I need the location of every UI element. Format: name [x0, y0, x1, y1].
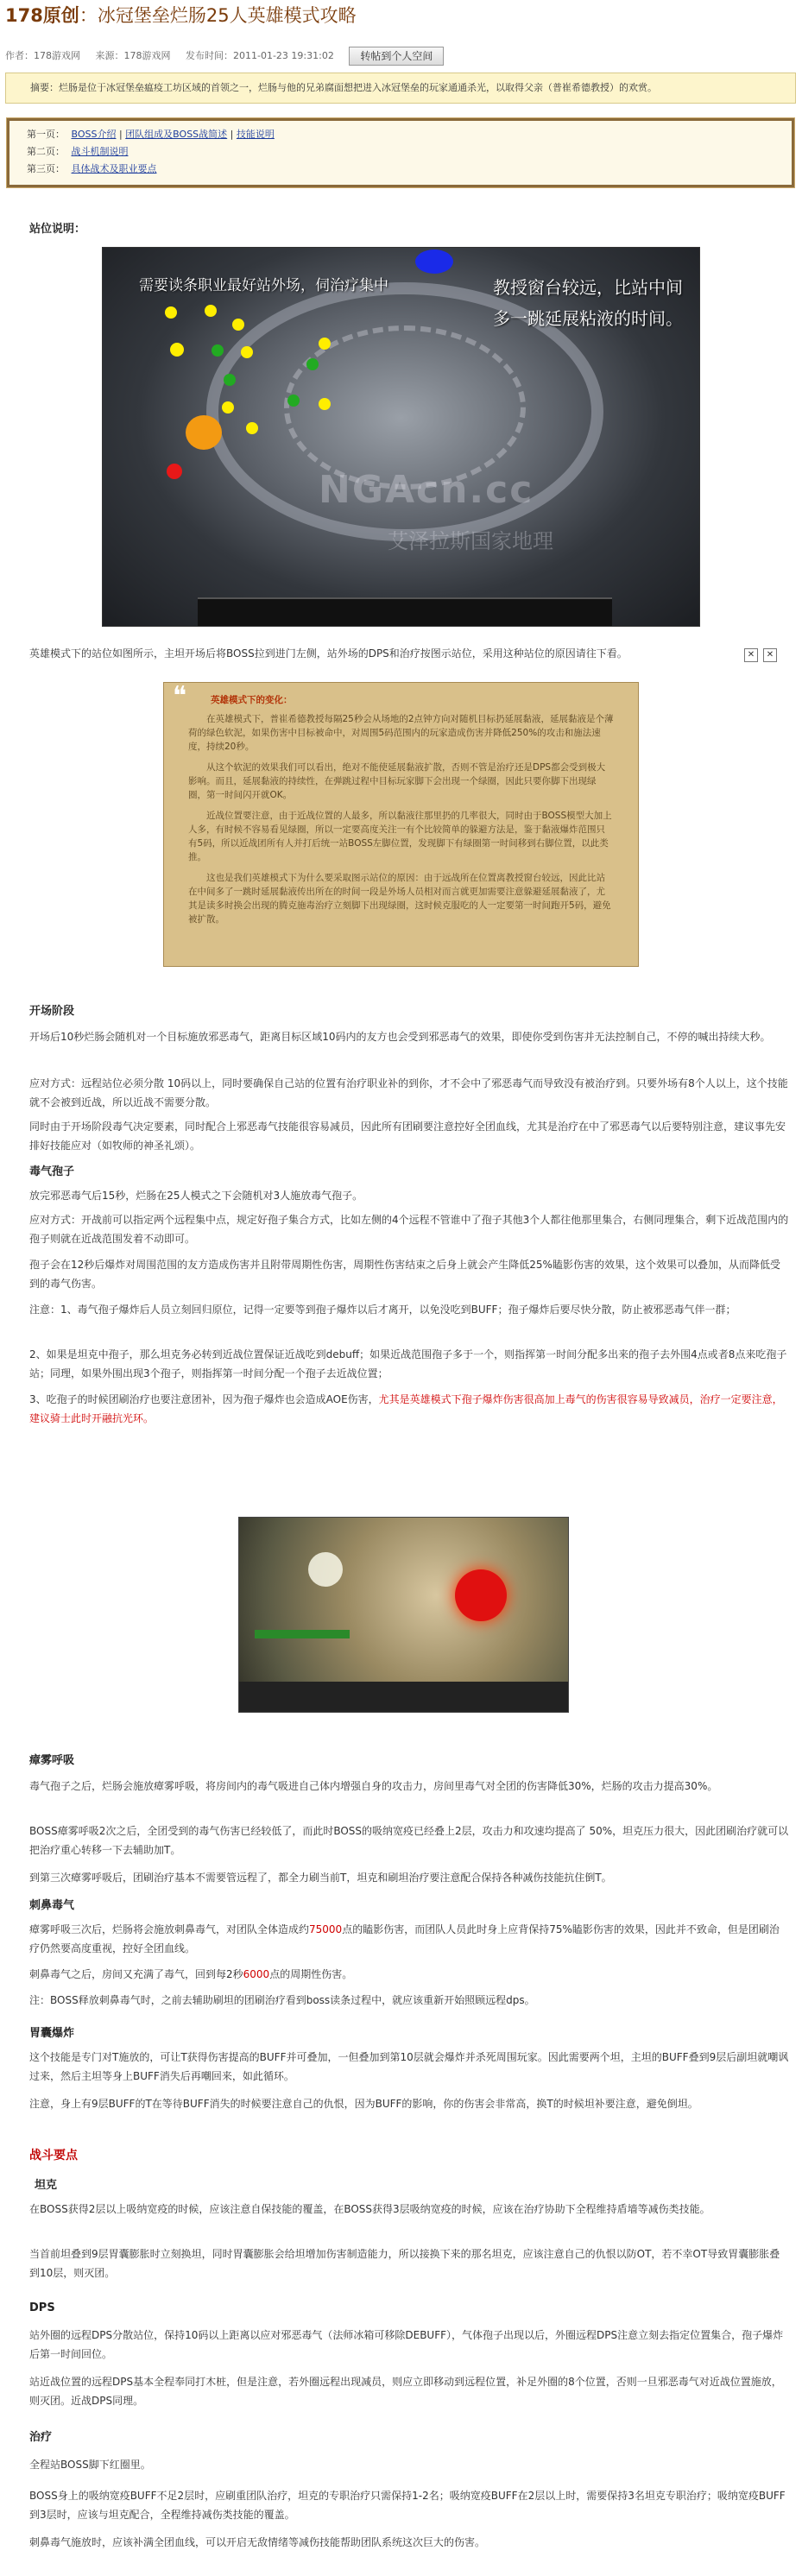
opening-paragraph: 同时由于开场阶段毒气决定要素，同时配合上邪恶毒气技能很容易减员，因此所有团刷要注意控好全团血线，尤其是治疗在中了邪恶毒气以后要特别注意，建议事先安排好技能应对（如牧师的神圣礼颂）。	[29, 1121, 786, 1152]
tank-position-marker	[167, 464, 182, 479]
healer-paragraph: 刺鼻毒气施放时，应该补满全团血线，可以开启无敌情绪等减伤技能帮助团队系统这次巨大的伤害。	[29, 2536, 486, 2548]
boss-effect	[455, 1569, 507, 1621]
dps-paragraph: 站近战位置的远程DPS基本全程奉同打木桩，但是注意，若外圈远程出现减员，则应立即移动到远程位置，补足外圈的8个位置，否则一旦邪恶毒气对近战位置施放，则灭团。近战DPS同理。	[29, 2376, 782, 2407]
healer-paragraph: 全程站BOSS脚下红圈里。	[29, 2459, 151, 2471]
close-icon[interactable]: ✕	[763, 648, 777, 662]
healer-position-marker	[224, 374, 236, 386]
quote-paragraph: 在英雄模式下，普崔希德教授每隔25秒会从场地的2点钟方向对随机目标扔延展黏液，延展黏液是个薄荷的绿色软泥，如果伤害中目标被命中，对周围5码范围内的玩家造成伤害并降低250%的攻击和施法速度，持续20秒。	[188, 714, 614, 752]
toc-page-label: 第一页：	[27, 129, 65, 140]
source: 来源：178游戏网	[95, 50, 171, 61]
image-tools	[739, 644, 777, 662]
inhale-paragraph: 到第三次瘴雾呼吸后，团刷治疗基本不需要管远程了，都全力刷当前T，坦克和刷坦治疗要注意配合保持各种减伤技能抗住倒T。	[29, 1872, 612, 1884]
tank-heading: 坦克	[35, 2179, 58, 2192]
toc-page-label: 第二页：	[27, 146, 65, 157]
table-of-contents	[7, 118, 794, 187]
spell-effect	[308, 1552, 343, 1587]
article-meta	[5, 45, 456, 67]
opening-paragraph: 应对方式：远程站位必须分散 10码以上，同时要确保自己站的位置有治疗职业补的到你，才不会中了邪恶毒气而导致没有被治疗到。只要外场有8个人以上，这个技能就不会被到近战，所以近战不需要分散。	[29, 1077, 788, 1108]
title-text: ：冰冠堡垒烂肠25人英雄模式攻略	[79, 5, 357, 26]
game-hud	[239, 1682, 569, 1713]
ranged-position-marker	[165, 306, 177, 319]
quote-mark-icon: ❝	[173, 681, 187, 711]
healer-position-marker	[212, 344, 224, 357]
position-diagram-image	[102, 247, 700, 627]
pungent-text: 刺鼻毒气之后，房间又充满了毒气，回到每2秒	[29, 1968, 243, 1980]
repost-to-space-button[interactable]: 转帖到个人空间	[349, 47, 444, 66]
toc-link-mechanics[interactable]: 战斗机制说明	[71, 146, 129, 157]
damage-value: 75000	[309, 1923, 343, 1935]
heroic-changes-quote	[163, 682, 639, 967]
pungent-text: 点的周期性伤害。	[269, 1968, 353, 1980]
opening-paragraph: 开场后10秒烂肠会随机对一个目标施放邪恶毒气，距离目标区域10码内的友方也会受到邪恶毒气的效果，即使你受到伤害并无法控制自己，不停的喊出持续大秒。	[29, 1031, 771, 1043]
burst-paragraph: 注意，身上有9层BUFF的T在等待BUFF消失的时候要注意自己的仇恨，因为BUFF的影响，你的伤害会非常高，换T的时候坦补要注意，避免倒坦。	[29, 2098, 698, 2110]
healer-position-marker	[287, 395, 300, 407]
dps-paragraph: 站外圈的远程DPS分散站位，保持10码以上距离以应对邪恶毒气（法师冰箱可移除DEBUFF），气体孢子出现以后，外圈远程DPS注意立刻去指定位置集合，孢子爆炸后第一时间回位。	[29, 2329, 784, 2360]
opening-heading: 开场阶段	[29, 1005, 75, 1018]
close-icon[interactable]: ✕	[744, 648, 758, 662]
ranged-position-marker	[232, 319, 244, 331]
quote-paragraph: 这也是我们英雄模式下为什么要采取图示站位的原因：由于远战所在位置离教授窗台较远，因此比站在中间多了一跳时延展黏液传出所在的时间一段是外场人员相对而言就更加需要注意躲避延展黏液了，尤其是读多时换会出现的腾克施毒治疗立刻脚下出现绿圈，这时候克服吃的人一定要第一时间跑开5码，避免被扩散。	[188, 873, 611, 925]
ranged-position-marker	[205, 305, 217, 317]
ranged-position-marker	[241, 346, 253, 358]
gas-paragraph: 孢子会在12秒后爆炸对周围范围的友方造成伤害并且附带周期性伤害，周期性伤害结束之后身上就会产生降低25%瞌影伤害的效果，这个效果可以叠加，从而降低受到的毒气伤害。	[29, 1259, 780, 1290]
inhale-paragraph: BOSS瘴雾呼吸2次之后，全团受到的毒气伤害已经较低了，而此时BOSS的吸纳宽疫已经叠上2层，攻击力和攻速均提高了 50%，坦克压力很大，因此团刷治疗就可以把治疗重心转移一下去辅助加T。	[29, 1825, 789, 1856]
quote-paragraph: 从这个软泥的效果我们可以看出，绝对不能使延展黏液扩散，否则不管是治疗还是DPS都会受到极大影响。而且，延展黏液的持续性，在弹跳过程中目标玩家脚下会出现一个绿圈，因此只要你脚下出现绿圈，第一时间闪开就OK。	[188, 762, 606, 800]
image-watermark: NGAcn.cc	[319, 468, 534, 512]
battle-points-heading: 战斗要点	[29, 2149, 78, 2162]
quote-paragraph: 近战位置要注意，由于近战位置的人最多，所以黏液往那里扔的几率很大，同时由于BOSS模型大加上人多，有时候不容易看见绿圈，所以一定要高度关注一有个比较简单的躲避方法是，鉴于黏液爆炸范围只有5码，所以近战团所有人并打后统一站BOSS左脚位置，发现脚下有绿圈第一时间移到右脚位置，以此类推。	[188, 811, 612, 862]
inhale-heading: 瘴雾呼吸	[29, 1754, 75, 1767]
article-summary: 摘要：烂肠是位于冰冠堡垒瘟疫工坊区域的首领之一，烂肠与他的兄弟腐面想把进入冰冠堡垒的玩家通通杀光，以取得父亲（普崔希德教授）的欢赏。	[5, 73, 796, 104]
pungent-paragraph	[29, 1965, 789, 1984]
boss-position-marker	[186, 415, 222, 450]
inhale-paragraph: 毒气孢子之后，烂肠会施放瘴雾呼吸，将房间内的毒气吸进自己体内增强自身的攻击力，房间里毒气对全团的伤害降低30%，烂肠的攻击力提高30%。	[29, 1780, 718, 1792]
spore-explosion-screenshot	[238, 1517, 569, 1713]
pungent-text: 瘴雾呼吸三次后，烂肠将会施放刺鼻毒气，对团队全体造成约	[29, 1923, 310, 1935]
pungent-paragraph	[29, 1920, 789, 1958]
publish-time: 发布时间：2011-01-23 19:31:02	[186, 50, 334, 61]
ranged-position-marker	[246, 422, 258, 434]
healer-heading: 治疗	[29, 2431, 53, 2444]
healer-paragraph: BOSS身上的吸纳宽疫BUFF不足2层时，应刷重团队治疗，坦克的专职治疗只需保持1-2名；吸纳宽疫BUFF在2层以上时，需要保持3名坦克专职治疗；吸纳宽疫BUFF到3层时，应该与坦克配合，全程维持减伤类技能的覆盖。	[29, 2490, 786, 2521]
tank-paragraph: 在BOSS获得2层以上吸纳宽疫的时候，应该注意自保技能的覆盖，在BOSS获得3层吸纳宽疫的时候，应该在治疗协助下全程维持盾墙等减伤类技能。	[29, 2203, 710, 2215]
ranged-position-marker	[222, 401, 234, 414]
burst-paragraph: 这个技能是专门对T施放的，可让T获得伤害提高的BUFF并可叠加，一但叠加到第10层就会爆炸并杀死周围玩家。因此需要两个坦，主坦的BUFF叠到9层后副坦就嘲讽过来，然后主坦等身上BUFF消失后再嘲回来，如此循环。	[29, 2051, 789, 2082]
game-action-bar	[198, 597, 612, 627]
page-title	[5, 2, 357, 28]
damage-value: 6000	[243, 1968, 270, 1980]
image-caption-right: 教授窗台较远，比站中间多一跳延展粘液的时间。	[493, 277, 683, 329]
quote-heading: 英雄模式下的变化：	[211, 695, 293, 705]
healer-position-marker	[306, 358, 319, 370]
gas-note: 2、如果是坦克中孢子，那么坦克务必转到近战位置保证近战吃到debuff；如果近战范围孢子多于一个，则指挥第一时间分配多出来的孢子去外围4点或者8点来吃孢子站；同理，如果外围出现3个孢子，则指挥第一时间分配一个孢子去近战位置；	[29, 1348, 787, 1380]
ranged-position-marker	[319, 398, 331, 410]
ranged-position-marker	[170, 343, 184, 357]
toc-row	[27, 161, 774, 178]
author: 作者：178游戏网	[5, 50, 80, 61]
toc-link-boss-intro[interactable]: BOSS介绍	[71, 129, 117, 140]
pungent-text: 点的瞌影伤害，而团队人员此时身上应背保持75%瞌影伤害的效果，因此并不致命，但是团刷治疗仍然要高度重视，控好全团血线。	[29, 1923, 780, 1954]
gas-note-text: 3、吃孢子的时候团刷治疗也要注意团补，因为孢子爆炸也会造成AOE伤害，	[29, 1393, 379, 1405]
gas-paragraph: 应对方式：开战前可以指定两个远程集中点，规定好孢子集合方式，比如左侧的4个远程不管谁中了孢子其他3个人都往他那里集合，右侧同理集合，剩下近战范围内的孢子则就在近战范围发着不动即可。	[29, 1214, 789, 1245]
toc-link-team[interactable]: 团队组成及BOSS战简述	[125, 129, 228, 140]
gas-note: 注意：1、毒气孢子爆炸后人员立刻回归原位，记得一定要等到孢子爆炸以后才离开，以免没吃到BUFF；孢子爆炸后要尽快分散，防止被邪恶毒气伴一群；	[29, 1304, 736, 1316]
image-caption-left: 需要读条职业最好站外场，伺治疗集中	[139, 277, 388, 294]
toc-page-label: 第三页：	[27, 163, 65, 174]
gas-spore-heading: 毒气孢子	[29, 1165, 75, 1178]
health-bar	[255, 1630, 350, 1638]
title-prefix: 178原创	[5, 5, 79, 26]
gas-note-warning: 尤其是英雄模式下孢子爆炸伤害很高加上毒气的伤害很容易导致减员，治疗一定要注意，建议骑士此时开融抗光环。	[29, 1393, 783, 1424]
position-heading: 站位说明：	[29, 223, 86, 236]
gas-paragraph: 放完邪恶毒气后15秒，烂肠在25人模式之下会随机对3人施放毒气孢子。	[29, 1190, 363, 1202]
toc-row: 第一页： BOSS介绍 | 团队组成及BOSS战简述 | 技能说明	[27, 129, 275, 140]
position-text: 英雄模式下的站位如图所示，主坦开场后将BOSS拉到进门左侧，站外场的DPS和治疗按图示站位，采用这种站位的原因请往下看。	[29, 647, 628, 660]
pungent-paragraph: 注：BOSS释放刺鼻毒气时，之前去辅助刷坦的团刷治疗看到boss读条过程中，就应该重新开始照顾远程dps。	[29, 1994, 535, 2006]
tank-paragraph: 当首前坦叠到9层胃囊膨胀时立刻换坦，同时胃囊膨胀会给坦增加伤害制造能力，所以接换下来的那名坦克，应该注意自己的仇恨以防OT，若不幸OT导致胃囊膨胀叠到10层，则灭团。	[29, 2248, 780, 2279]
toc-row	[27, 143, 774, 161]
gastric-burst-heading: 胃囊爆炸	[29, 2027, 75, 2040]
professor-window-marker	[415, 249, 453, 274]
image-watermark-sub: 艾泽拉斯国家地理	[388, 529, 553, 553]
toc-link-skills[interactable]: 技能说明	[236, 129, 275, 140]
pungent-gas-heading: 刺鼻毒气	[29, 1899, 75, 1912]
ranged-position-marker	[319, 338, 331, 350]
dps-heading: DPS	[29, 2301, 55, 2314]
gas-note	[29, 1390, 789, 1428]
toc-link-tactics[interactable]: 具体战术及职业要点	[71, 163, 157, 174]
